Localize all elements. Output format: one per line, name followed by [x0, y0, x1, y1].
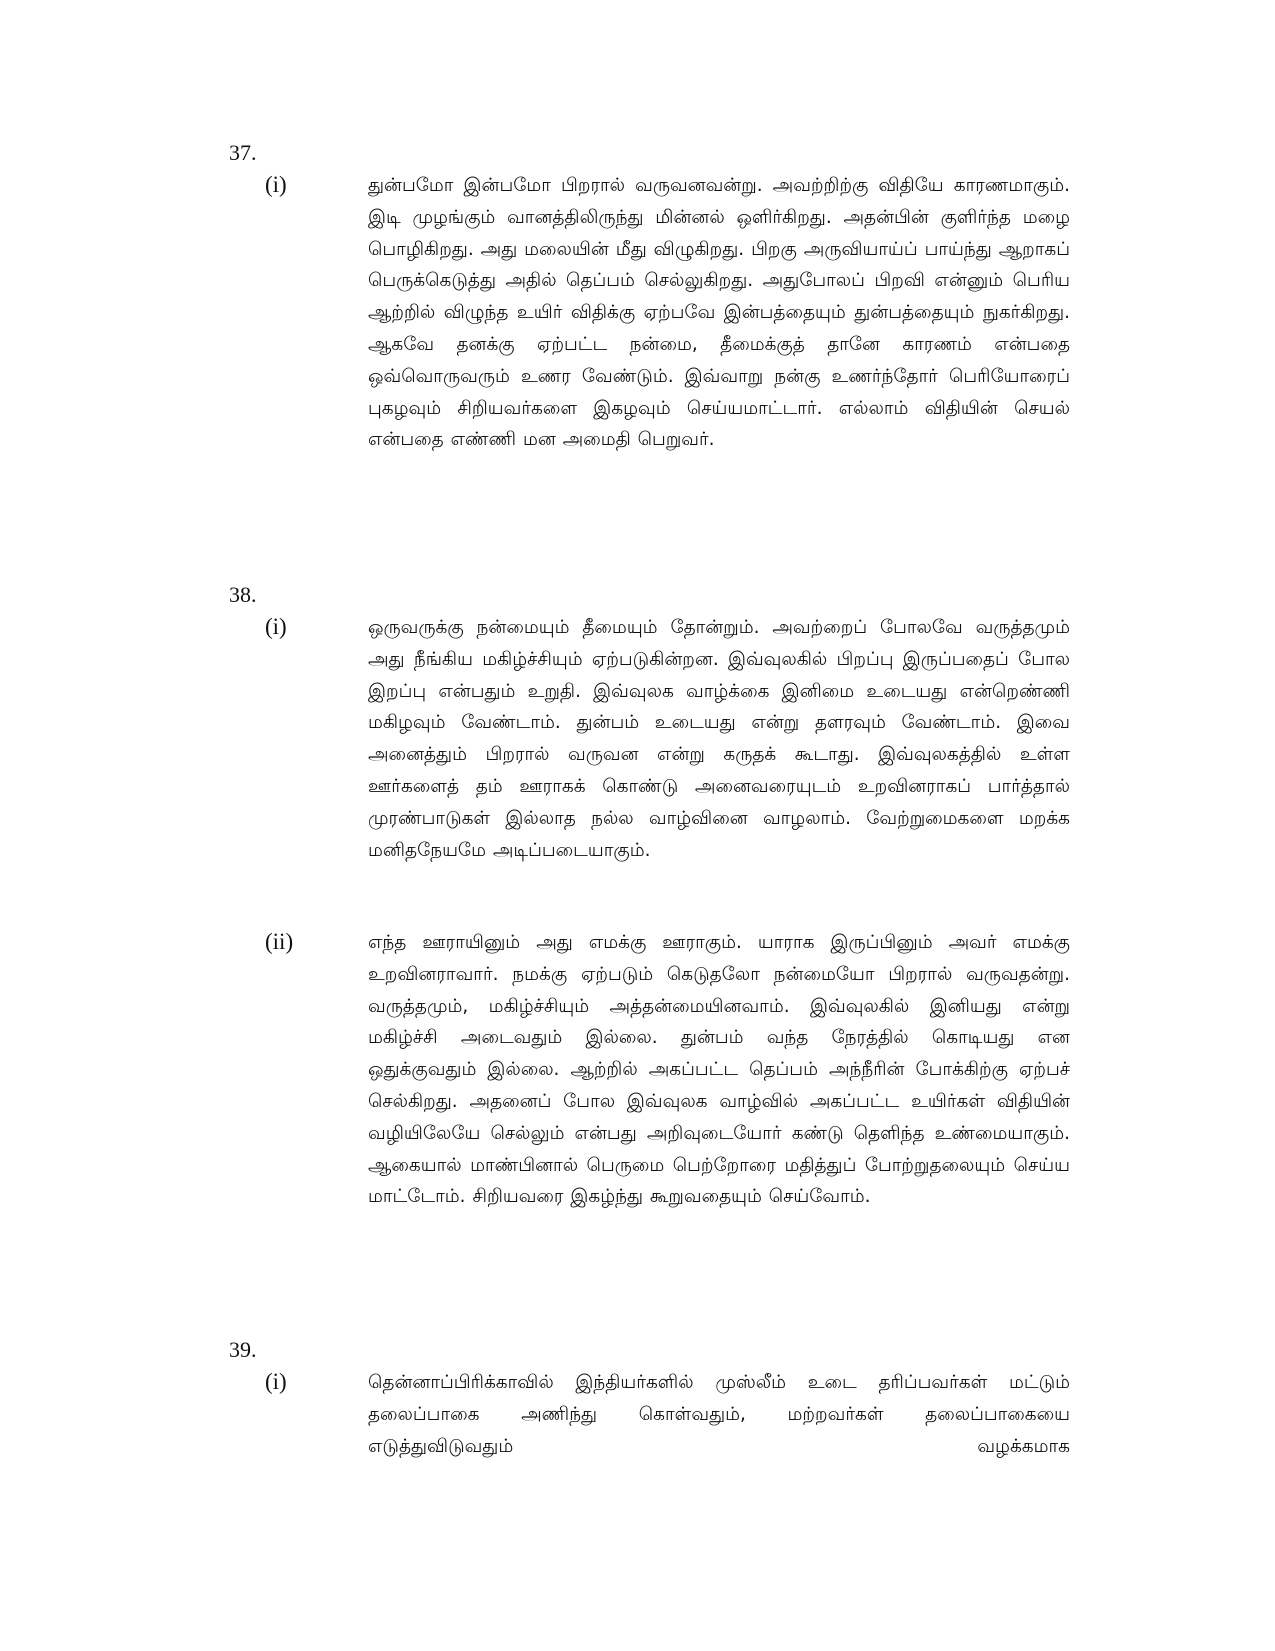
sub-question-label: (i) [265, 1369, 287, 1394]
answer-paragraph: எந்த ஊராயினும் அது எமக்கு ஊராகும். யாராக இருப்பினும் அவர் எமக்கு உறவினராவார். நமக்கு ஏற்படும் கெடுதலோ நன்மையோ பிறரால் வருவதன்று. வருத்தமும், மகிழ்ச்சியும் அத்தன்மையினவாம். இவ்வுலகில் இனியது என்று மகிழ்ச்சி அடைவதும் இல்லை. துன்பம் வந்த நேரத்தில் கொடியது என ஒதுக்குவதும் இல்லை. ஆற்றில் அகப்பட்ட தெப்பம் அந்நீரின் போக்கிற்கு ஏற்பச் செல்கிறது. அதனைப் போல இவ்வுலக வாழ்வில் அகப்பட்ட உயிர்கள் விதியின் வழியிலேயே செல்லும் என்பது அறிவுடையோர் கண்டு தெளிந்த உண்மையாகும். ஆகையால் மாண்பினால் பெருமை பெற்றோரை மதித்துப் போற்றுதலையும் செய்ய மாட்டோம். சிறியவரை இகழ்ந்து கூறுவதையும் செய்வோம். [368, 932, 1070, 1208]
sub-question-label: (ii) [265, 929, 294, 954]
question-number-39: 39. [229, 1337, 257, 1362]
question-number-38: 38. [229, 582, 257, 607]
sub-question-label: (i) [265, 614, 287, 639]
sub-question-label: (i) [265, 172, 287, 197]
answer-paragraph: தென்னாப்பிரிக்காவில் இந்தியர்களில் முஸ்லீம் உடை தரிப்பவர்கள் மட்டும் தலைப்பாகை அணிந்து கொள்வதும், மற்றவர்கள் தலைப்பாகையை எடுத்துவிடுவதும் வழக்கமாக [368, 1372, 1070, 1457]
answer-paragraph: துன்பமோ இன்பமோ பிறரால் வருவனவன்று. அவற்றிற்கு விதியே காரணமாகும். இடி முழங்கும் வானத்திலிருந்து மின்னல் ஒளிர்கிறது. அதன்பின் குளிர்ந்த மழை பொழிகிறது. அது மலையின் மீது விழுகிறது. பிறகு அருவியாய்ப் பாய்ந்து ஆறாகப் பெருக்கெடுத்து அதில் தெப்பம் செல்லுகிறது. அதுபோலப் பிறவி என்னும் பெரிய ஆற்றில் விழுந்த உயிர் விதிக்கு ஏற்பவே இன்பத்தையும் துன்பத்தையும் நுகர்கிறது. ஆகவே தனக்கு ஏற்பட்ட நன்மை, தீமைக்குத் தானே காரணம் என்பதை ஒவ்வொருவரும் உணர வேண்டும். இவ்வாறு நன்கு உணர்ந்தோர் பெரியோரைப் புகழவும் சிறியவர்களை இகழவும் செய்யமாட்டார். எல்லாம் விதியின் செயல் என்பதை எண்ணி மன அமைதி பெறுவர். [368, 175, 1070, 451]
answer-paragraph: ஒருவருக்கு நன்மையும் தீமையும் தோன்றும். அவற்றைப் போலவே வருத்தமும் அது நீங்கிய மகிழ்ச்சியும் ஏற்படுகின்றன. இவ்வுலகில் பிறப்பு இருப்பதைப் போல இறப்பு என்பதும் உறுதி. இவ்வுலக வாழ்க்கை இனிமை உடையது என்றெண்ணி மகிழவும் வேண்டாம். துன்பம் உடையது என்று தளரவும் வேண்டாம். இவை அனைத்தும் பிறரால் வருவன என்று கருதக் கூடாது. இவ்வுலகத்தில் உள்ள ஊர்களைத் தம் ஊராகக் கொண்டு அனைவரையுடம் உறவினராகப் பார்த்தால் முரண்பாடுகள் இல்லாத நல்ல வாழ்வினை வாழலாம். வேற்றுமைகளை மறக்க மனிதநேயமே அடிப்படையாகும். [368, 617, 1070, 861]
question-number-37: 37. [229, 140, 257, 165]
